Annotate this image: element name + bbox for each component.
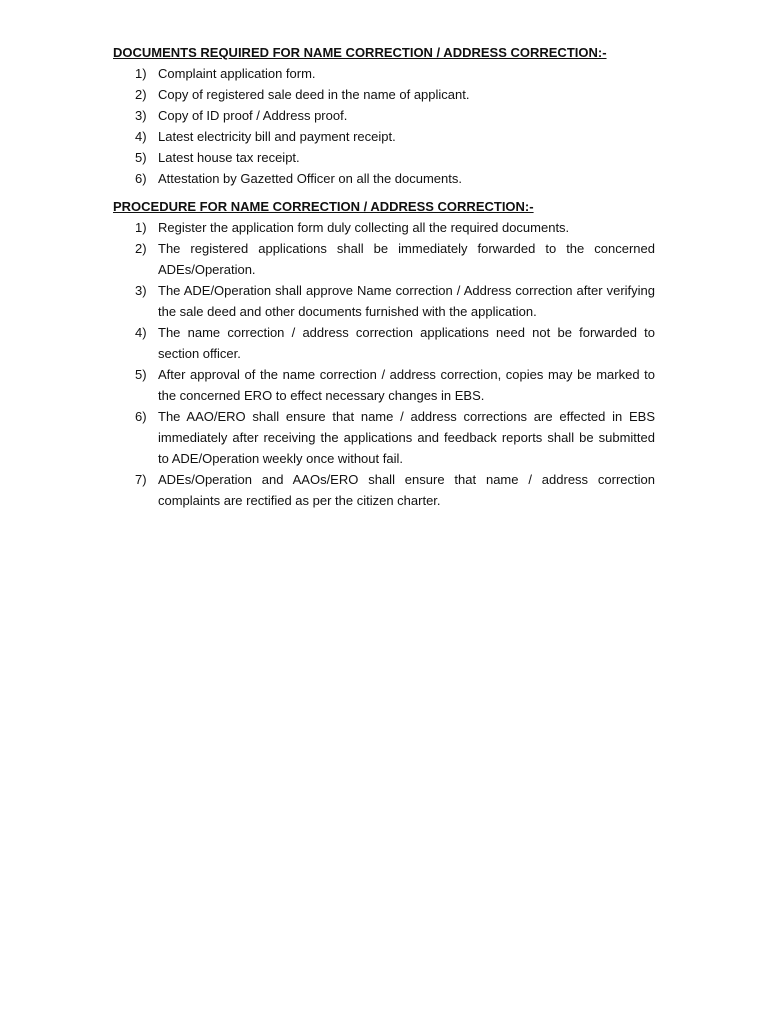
item-text: ADEs/Operation and AAOs/ERO shall ensure that name / address correction complaints are rectified as per the citizen charter. (158, 472, 655, 508)
list-item (113, 105, 655, 126)
item-text: Latest house tax receipt. (158, 150, 300, 165)
item-number: 2) (135, 87, 147, 102)
item-text: Attestation by Gazetted Officer on all the documents. (158, 171, 462, 186)
procedure-section (113, 196, 669, 511)
list-item (113, 126, 655, 147)
item-text: The AAO/ERO shall ensure that name / address corrections are effected in EBS immediately after receiving the applications and feedback reports shall be submitted to ADE/Operation weekly once without fail. (158, 409, 655, 466)
item-number: 6) (135, 409, 147, 424)
item-number: 5) (135, 367, 147, 382)
procedure-heading: PROCEDURE FOR NAME CORRECTION / ADDRESS CORRECTION:- (113, 199, 534, 214)
item-number: 5) (135, 150, 147, 165)
item-text: The name correction / address correction applications need not be forwarded to section officer. (158, 325, 655, 361)
item-text: Complaint application form. (158, 66, 316, 81)
item-number: 3) (135, 283, 147, 298)
documents-required-list (113, 63, 669, 189)
list-item (113, 469, 655, 511)
item-text: Copy of ID proof / Address proof. (158, 108, 348, 123)
item-text: The registered applications shall be immediately forwarded to the concerned ADEs/Operation. (158, 241, 655, 277)
item-number: 1) (135, 220, 147, 235)
list-item (113, 147, 655, 168)
item-number: 1) (135, 66, 147, 81)
item-text: The ADE/Operation shall approve Name correction / Address correction after verifying the sale deed and other documents furnished with the application. (158, 283, 655, 319)
item-number: 3) (135, 108, 147, 123)
item-text: Copy of registered sale deed in the name of applicant. (158, 87, 470, 102)
item-number: 7) (135, 472, 147, 487)
procedure-list (113, 217, 669, 511)
item-text: After approval of the name correction / address correction, copies may be marked to the concerned ERO to effect necessary changes in EBS. (158, 367, 655, 403)
document-body (113, 42, 669, 511)
documents-required-section (113, 42, 669, 189)
item-number: 4) (135, 129, 147, 144)
list-item (113, 406, 655, 469)
documents-required-heading: DOCUMENTS REQUIRED FOR NAME CORRECTION / ADDRESS CORRECTION:- (113, 45, 607, 60)
list-item (113, 322, 655, 364)
item-text: Latest electricity bill and payment receipt. (158, 129, 396, 144)
item-number: 2) (135, 241, 147, 256)
list-item (113, 217, 655, 238)
item-text: Register the application form duly collecting all the required documents. (158, 220, 570, 235)
list-item (113, 63, 655, 84)
list-item (113, 280, 655, 322)
list-item (113, 84, 655, 105)
item-number: 4) (135, 325, 147, 340)
list-item (113, 238, 655, 280)
item-number: 6) (135, 171, 147, 186)
list-item (113, 364, 655, 406)
list-item (113, 168, 655, 189)
